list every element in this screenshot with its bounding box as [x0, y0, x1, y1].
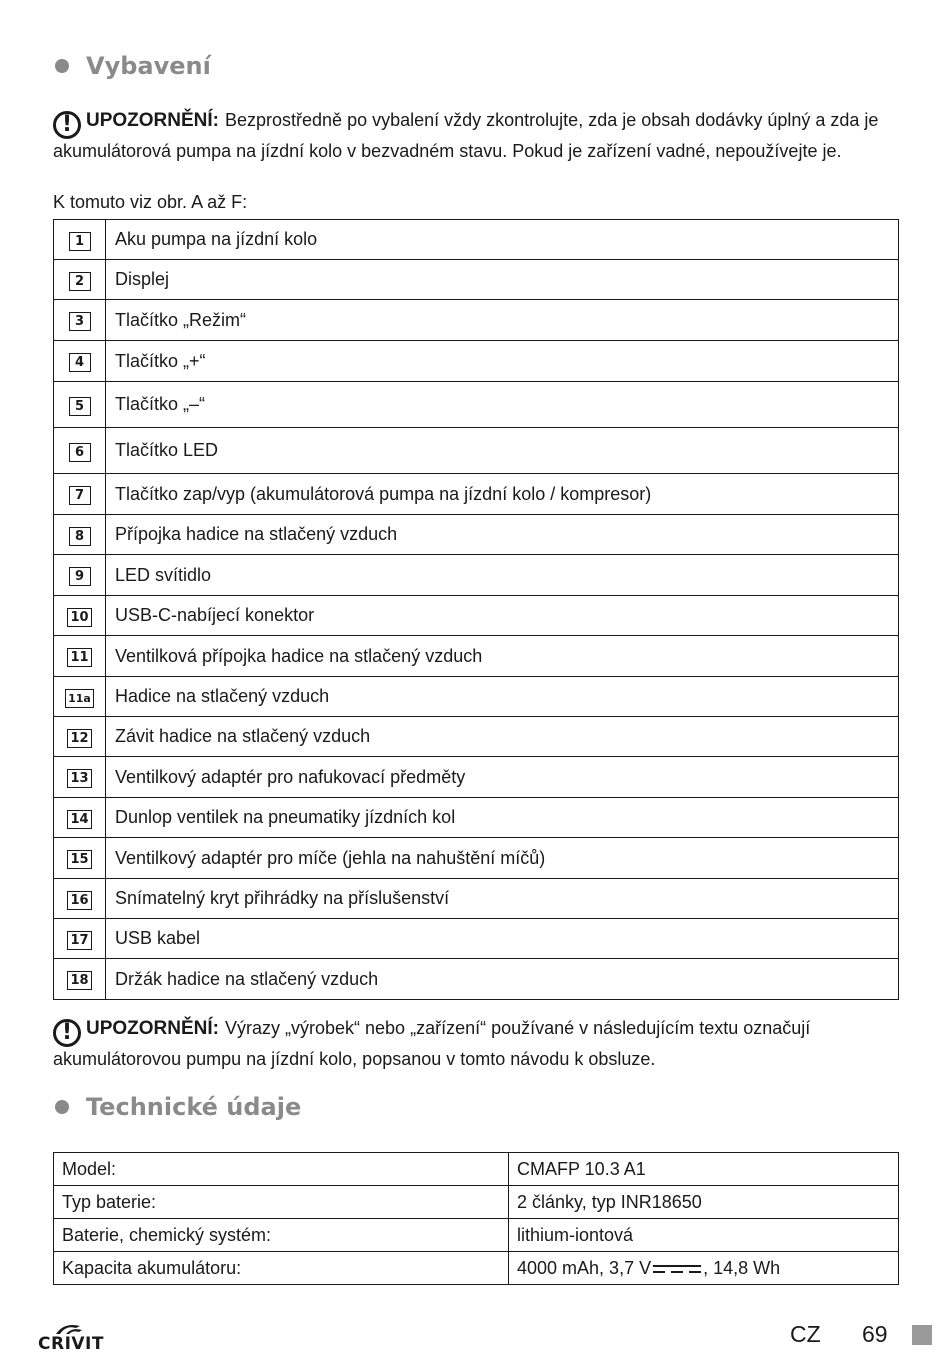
direct-current-icon	[653, 1264, 701, 1274]
table-row	[54, 677, 899, 717]
part-number: 16	[67, 891, 91, 910]
part-description: Tlačítko „+“	[106, 341, 899, 382]
spec-label: Baterie, chemický systém:	[54, 1219, 509, 1252]
table-row	[54, 300, 899, 341]
part-number: 7	[69, 486, 91, 505]
capacity-value-post: , 14,8 Wh	[703, 1257, 781, 1278]
table-row	[54, 1219, 899, 1252]
table-row	[54, 798, 899, 838]
notice-text: Výrazy „výrobek“ nebo „zařízení“ používané v následujícím textu označují akumulátorovou pumpu na jízdní kolo, popsanou v tomto návodu k obsluze.	[53, 1018, 811, 1069]
notice-text: Bezprostředně po vybalení vždy zkontrolujte, zda je obsah dodávky úplný a zda je akumulátorová pumpa na jízdní kolo v bezvadném stavu. Pokud je zařízení vadné, nepoužívejte je.	[53, 110, 879, 161]
part-number: 1	[69, 232, 91, 251]
section-title: Vybavení	[86, 52, 211, 80]
warning-icon: !	[53, 1019, 81, 1047]
part-description: Držák hadice na stlačený vzduch	[106, 959, 899, 1000]
table-row	[54, 1186, 899, 1219]
table-row	[54, 636, 899, 677]
part-number: 15	[67, 850, 91, 869]
part-description: Hadice na stlačený vzduch	[106, 677, 899, 717]
table-row	[54, 341, 899, 382]
part-number: 12	[67, 729, 91, 748]
parts-intro: K tomuto viz obr. A až F:	[53, 192, 248, 212]
table-row	[54, 757, 899, 798]
specs-table	[53, 1152, 899, 1285]
part-description: LED svítidlo	[106, 555, 899, 596]
table-row	[54, 515, 899, 555]
page-number: 69	[862, 1321, 888, 1347]
parts-table	[53, 219, 899, 1000]
part-description: Ventilková přípojka hadice na stlačený vzduch	[106, 636, 899, 677]
part-number: 17	[67, 931, 91, 950]
part-description: Tlačítko „Režim“	[106, 300, 899, 341]
notice-unpacking	[53, 108, 898, 163]
part-number: 8	[69, 527, 91, 546]
part-description: Snímatelný kryt přihrádky na příslušenství	[106, 879, 899, 919]
bullet-icon	[55, 59, 69, 73]
part-number: 2	[69, 272, 91, 291]
table-row	[54, 428, 899, 474]
table-row	[54, 260, 899, 300]
table-row	[54, 879, 899, 919]
part-description: Přípojka hadice na stlačený vzduch	[106, 515, 899, 555]
table-row	[54, 555, 899, 596]
part-number: 11	[67, 648, 91, 667]
spec-value: lithium-iontová	[509, 1219, 899, 1252]
table-row	[54, 1153, 899, 1186]
table-row	[54, 838, 899, 879]
section-heading-equipment	[55, 52, 211, 80]
part-number: 14	[67, 810, 91, 829]
part-description: USB-C-nabíjecí konektor	[106, 596, 899, 636]
part-number: 18	[67, 971, 91, 990]
bullet-icon	[55, 1100, 69, 1114]
part-number: 6	[69, 443, 91, 462]
part-number: 3	[69, 312, 91, 331]
spec-label: Model:	[54, 1153, 509, 1186]
spec-value: CMAFP 10.3 A1	[509, 1153, 899, 1186]
part-description: Displej	[106, 260, 899, 300]
part-description: USB kabel	[106, 919, 899, 959]
table-row	[54, 717, 899, 757]
part-number: 9	[69, 567, 91, 586]
page-marker	[912, 1325, 932, 1345]
table-row	[54, 1252, 899, 1285]
part-number: 11a	[65, 689, 94, 708]
capacity-value-pre: 4000 mAh, 3,7 V	[517, 1257, 652, 1278]
part-description: Ventilkový adaptér pro míče (jehla na nahuštění míčů)	[106, 838, 899, 879]
table-row	[54, 474, 899, 515]
part-description: Aku pumpa na jízdní kolo	[106, 220, 899, 260]
language-code: CZ	[790, 1321, 821, 1347]
part-description: Ventilkový adaptér pro nafukovací předměty	[106, 757, 899, 798]
spec-value: 2 články, typ INR18650	[509, 1186, 899, 1219]
brand-name: CRIVIT	[38, 1334, 104, 1354]
part-description: Tlačítko LED	[106, 428, 899, 474]
part-number: 4	[69, 353, 91, 372]
table-row	[54, 959, 899, 1000]
part-number: 10	[67, 608, 91, 627]
table-row	[54, 596, 899, 636]
part-description: Závit hadice na stlačený vzduch	[106, 717, 899, 757]
spec-label: Kapacita akumulátoru:	[54, 1252, 509, 1285]
section-heading-specs	[55, 1093, 301, 1121]
table-row	[54, 382, 899, 428]
notice-label: UPOZORNĚNÍ:	[86, 1018, 219, 1039]
notice-terms	[53, 1016, 898, 1071]
part-description: Tlačítko zap/vyp (akumulátorová pumpa na jízdní kolo / kompresor)	[106, 474, 899, 515]
warning-icon: !	[53, 111, 81, 139]
brand-logo	[38, 1322, 108, 1354]
table-row	[54, 220, 899, 260]
spec-value	[509, 1252, 899, 1285]
table-row	[54, 919, 899, 959]
part-number: 5	[69, 397, 91, 416]
notice-label: UPOZORNĚNÍ:	[86, 110, 219, 131]
spec-label: Typ baterie:	[54, 1186, 509, 1219]
section-title: Technické údaje	[86, 1093, 302, 1121]
part-description: Tlačítko „–“	[106, 382, 899, 428]
part-number: 13	[67, 769, 91, 788]
part-description: Dunlop ventilek na pneumatiky jízdních kol	[106, 798, 899, 838]
